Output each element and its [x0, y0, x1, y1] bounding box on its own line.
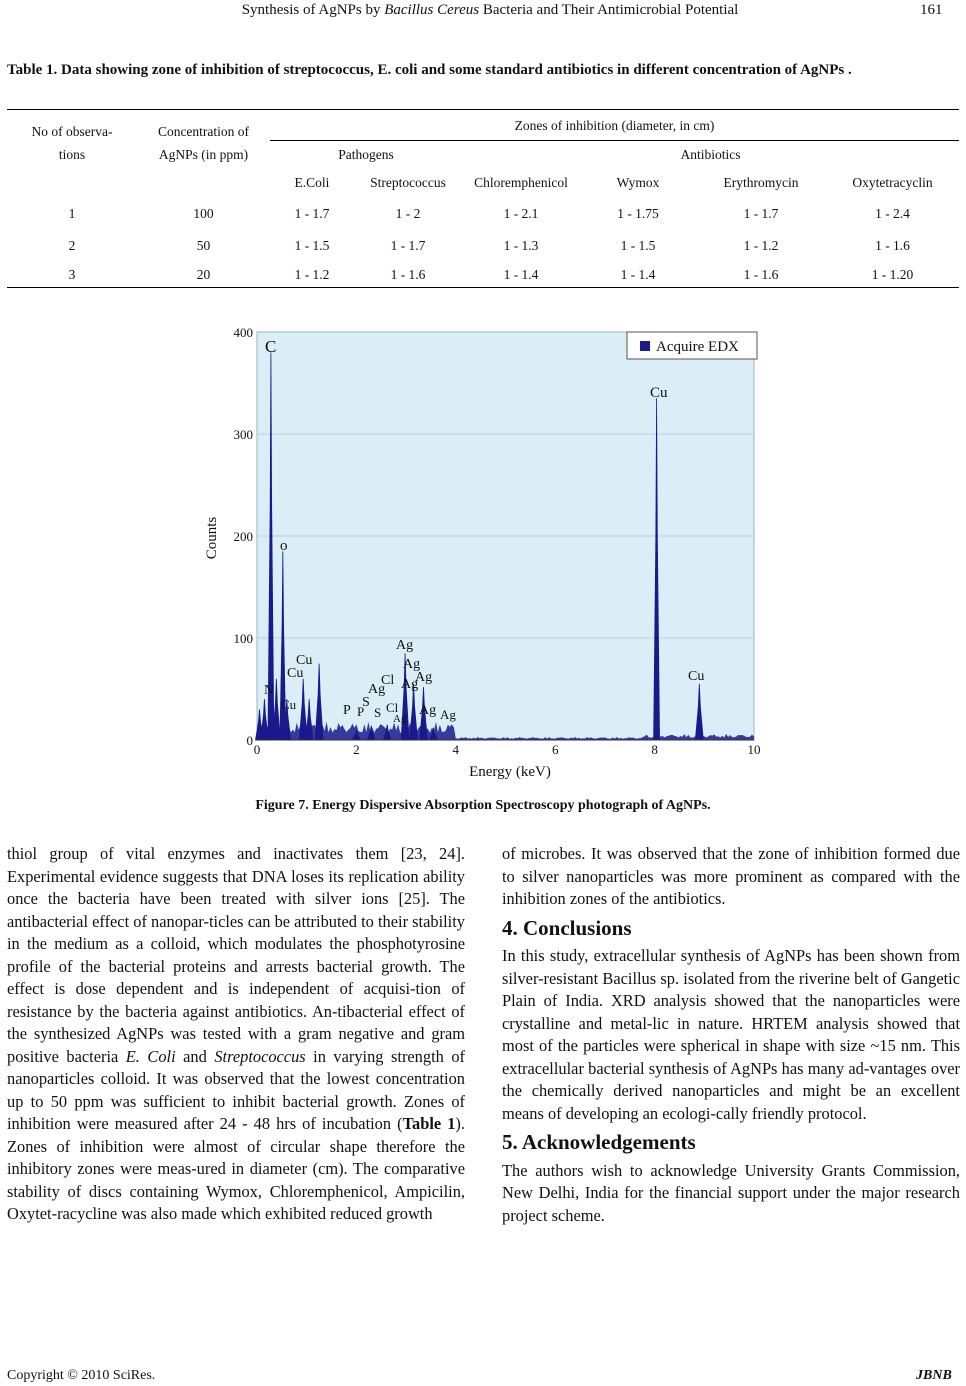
peak-label: S [374, 705, 382, 720]
subheader-ecoli: E.Coli [294, 175, 330, 190]
peak-label: o [280, 538, 288, 554]
table-cell: 1 - 1.7 [743, 206, 779, 221]
table-cell: 1 - 1.6 [390, 266, 426, 282]
y-tick-label: 0 [246, 733, 253, 748]
conclusions-heading: 4. Conclusions [502, 915, 632, 940]
x-tick-label: 10 [747, 742, 761, 757]
peak-label: P [357, 704, 365, 719]
table-cell: 1 [68, 206, 76, 221]
col-header-concentration: Concentration of [157, 124, 250, 139]
table-cell: 1 - 2.1 [503, 206, 539, 221]
x-tick-label: 2 [353, 742, 360, 757]
table-cell: 100 [193, 206, 214, 221]
antibiotics-header: Antibiotics [680, 147, 741, 162]
y-tick-labels [234, 325, 254, 748]
table-cell: 1 - 1.5 [620, 238, 656, 253]
copyright: Copyright © 2010 SciRes. [7, 1368, 156, 1383]
table-cell: 3 [68, 266, 76, 282]
table-cell: 1 - 2 [395, 206, 421, 221]
discussion-paragraph: thiol group of vital enzymes and inactivates them [23, 24]. Experimental evidence suggests that DNA loses its replication ability once the bacteria have been treated with silver ions [25]. The antibacterial effect of nanopar-ticles can be attributed to their stability in the medium as a colloid, which modulates the phosphotyrosine profile of the bacterial proteins and arrests bacterial growth. The effect is dose dependent and is independent of acquisi-tion of resistance by the bacteria against antibiotics. An-tibacterial effect of the synthesized AgNPs was tested with a gram negative and gram positive bacteria E. Coli and Streptococcus in varying strength of nanoparticles colloid. It was observed that the lowest concentration up to 50 ppm was sufficient to inhibit bacterial growth. Zones of inhibition were measured after 24 - 48 hrs of incubation (Table 1). Zones of inhibition were almost of circular shape therefore the inhibitory zones were meas-ured in diameter (cm). The comparative stability of discs containing Wymox, Chloremphenicol, Ampicilin, Oxytet-racycline was also made which exhibited reduced growth [7, 844, 465, 1223]
peak-label: C [265, 337, 277, 356]
y-tick-label: 100 [233, 631, 253, 646]
discussion-paragraph-continued: of microbes. It was observed that the zone of inhibition formed due to silver nanoparticles was more prominent as compared with the inhibition zones of the antibiotics. [502, 844, 960, 908]
inhibition-table [7, 109, 959, 287]
peak-label: Ag [419, 703, 437, 718]
figure-caption: Figure 7. Energy Dispersive Absorption Spectroscopy photograph of AgNPs. [255, 798, 711, 813]
peak-label: Cu [688, 669, 705, 684]
peak-label: Ag [368, 682, 386, 697]
peak-label: P [343, 703, 351, 718]
journal-abbrev: JBNB [916, 1368, 952, 1383]
acknowledgements-heading: 5. Acknowledgements [502, 1130, 696, 1154]
subheader-chloremphenicol: Chloremphenicol [474, 175, 568, 190]
pathogens-header: Pathogens [338, 147, 394, 162]
table-cell: 2 [68, 238, 76, 253]
peak-label: Ag [440, 707, 456, 722]
table-cell: 20 [196, 266, 211, 282]
table-cell: 1 - 1.3 [503, 238, 539, 253]
table-row [7, 262, 959, 287]
table-cell: 1 - 1.7 [294, 206, 330, 221]
legend [627, 332, 757, 359]
table-cell: 50 [196, 238, 211, 253]
col-header-observations: No of observa- [31, 124, 113, 139]
edx-spectrum-chart [190, 318, 770, 788]
col-header-observations-line2: tions [58, 147, 86, 162]
table-caption: Table 1. Data showing zone of inhibition of streptococcus, E. coli and some standard antibiotics in different concentration of AgNPs . [7, 62, 852, 78]
x-tick-label: 6 [551, 742, 559, 757]
col-header-concentration-line2: AgNPs (in ppm) [158, 147, 249, 162]
peak-label: S [362, 695, 370, 710]
table-cell: 1 - 1.6 [743, 266, 779, 282]
peak-label: Ag [401, 677, 419, 692]
peak-label: Cl [386, 700, 399, 715]
running-title: Synthesis of AgNPs by Bacillus Cereus Bacteria and Their Antimicrobial Potential [241, 2, 739, 18]
table-cell: 1 - 2.4 [875, 206, 910, 221]
table-bottom-rule [7, 287, 959, 288]
y-tick-label: 200 [233, 529, 253, 544]
page-number: 161 [920, 2, 943, 18]
table-cell: 1 - 1.7 [390, 238, 426, 253]
peak-label: Cu [296, 653, 313, 668]
left-column [7, 843, 465, 1226]
peak-label: Cu [281, 697, 297, 712]
table-cell: 1 - 1.75 [617, 206, 659, 221]
x-tick-label: 0 [253, 742, 261, 757]
x-axis-label: Energy (keV) [469, 764, 551, 780]
peak-label: Cu [650, 385, 668, 401]
table-cell: 1 - 1.5 [294, 238, 330, 253]
x-tick-labels [254, 742, 761, 757]
subheader-oxytetracyclin: Oxytetracyclin [852, 175, 933, 190]
peak-label: Cl [381, 673, 395, 688]
peak-label: N [264, 683, 275, 698]
y-tick-label: 300 [233, 427, 253, 442]
acknowledgements-paragraph: The authors wish to acknowledge University Grants Commission, New Delhi, India for the financial support under the major research project scheme. [502, 1160, 960, 1225]
conclusions-paragraph: In this study, extracellular synthesis of AgNPs has been shown from silver-resistant Bacillus sp. isolated from the riverine belt of Gangetic Plain of India. XRD analysis showed that the nanoparticles were crystalline and metal-lic in nature. HRTEM analysis showed that most of the particles were spherical in shape with size ~15 nm. This extracellular bacterial synthesis of AgNPs has many ad-vantages over the chemically derived nanoparticles and might be an excellent means of developing an ecologi-cally friendly protocol. [502, 946, 960, 1123]
peak-label: Cu [287, 666, 304, 681]
table-cell: 1 - 1.2 [294, 266, 330, 282]
y-axis-label: Counts [204, 516, 220, 560]
table-cell: 1 - 1.6 [875, 238, 910, 253]
table-cell: 1 - 1.4 [503, 266, 539, 282]
subheader-wymox: Wymox [616, 175, 660, 190]
zones-header: Zones of inhibition (diameter, in cm) [514, 117, 715, 133]
x-tick-label: 8 [651, 742, 658, 757]
table-cell: 1 - 1.2 [743, 238, 779, 253]
legend-swatch [640, 341, 650, 351]
peak-label: Ag [415, 670, 433, 685]
peak-label: Ag [393, 713, 407, 725]
legend-label: Acquire EDX [656, 339, 739, 355]
peak-label: Ag [403, 657, 421, 672]
peak-label: Ag [396, 638, 414, 653]
y-tick-label: 400 [233, 325, 253, 340]
subheader-streptococcus: Streptococcus [370, 175, 446, 190]
running-header [0, 0, 966, 26]
subheader-erythromycin: Erythromycin [723, 175, 799, 190]
right-column [502, 843, 960, 1227]
table-cell: 1 - 1.20 [871, 266, 914, 282]
table-row [7, 230, 959, 262]
table-row [7, 198, 959, 230]
table-cell: 1 - 1.4 [620, 266, 656, 282]
x-tick-label: 4 [452, 742, 460, 757]
